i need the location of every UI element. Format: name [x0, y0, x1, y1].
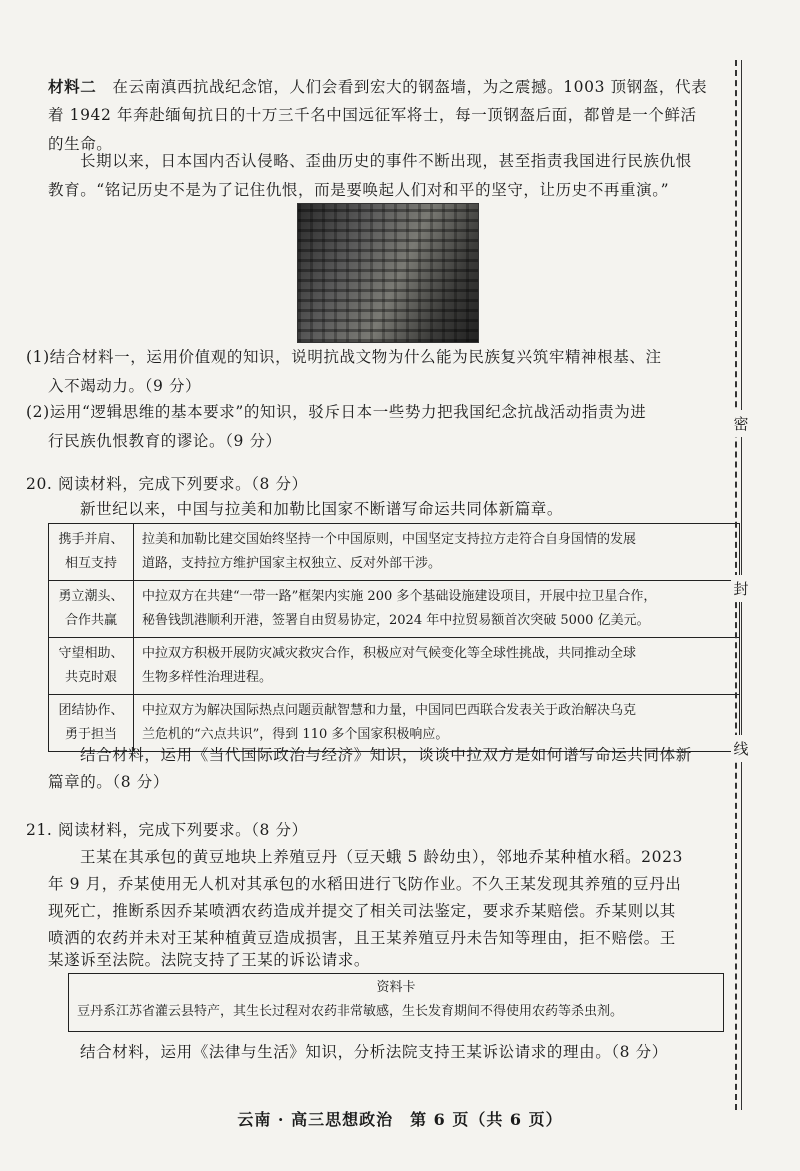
seal-char-mi: 密 — [731, 410, 751, 437]
material2-line3: 的生命。 — [48, 135, 113, 153]
page-footer: 云南 · 高三思想政治 第 6 页（共 6 页） — [237, 1110, 563, 1129]
q20-ask-line1: 结合材料，运用《当代国际政治与经济》知识，谈谈中拉双方是如何谱写命运共同体新 — [80, 746, 692, 764]
q21-line5: 某遂诉至法院。法院支持了王某的诉讼请求。 — [48, 951, 371, 969]
q21-line1: 王某在其承包的黄豆地块上养殖豆丹（豆天蛾 5 龄幼虫），邻地乔某种植水稻。2023 — [80, 848, 684, 866]
q21-title: 21. 阅读材料，完成下列要求。（8 分） — [26, 821, 308, 839]
table-row — [49, 581, 740, 638]
q21-line3: 现死亡，推断系因乔某喷洒农药造成并提交了相关司法鉴定，要求乔某赔偿。乔某则以其 — [48, 902, 676, 920]
row-text: 拉美和加勒比建交国始终坚持一个中国原则，中国坚定支持拉方走符合自身国情的发展 道路，支持拉方维护国家主权独立、反对外部干涉。 — [134, 524, 740, 581]
material2-line5: 教育。“铭记历史不是为了记住仇恨，而是要唤起人们对和平的坚守，让历史不再重演。” — [48, 181, 670, 199]
q20-intro: 新世纪以来，中国与拉美和加勒比国家不断谱写命运共同体新篇章。 — [80, 500, 564, 518]
info-card — [68, 973, 724, 1032]
seal-char-xian: 线 — [731, 735, 751, 762]
row-text: 中拉双方为解决国际热点问题贡献智慧和力量，中国同巴西联合发表关于政治解决乌克 兰危机的“六点共识”，得到 110 多个国家积极响应。 — [134, 695, 740, 752]
q21-ask: 结合材料，运用《法律与生活》知识，分析法院支持王某诉讼请求的理由。（8 分） — [80, 1043, 668, 1061]
row-key: 团结协作、 勇于担当 — [49, 695, 134, 752]
q20-title: 20. 阅读材料，完成下列要求。（8 分） — [26, 475, 308, 493]
q19-part2-line1: (2)运用“逻辑思维的基本要求”的知识，驳斥日本一些势力把我国纪念抗战活动指责为进 — [26, 403, 647, 421]
q21-line2: 年 9 月，乔某使用无人机对其承包的水稻田进行飞防作业。不久王某发现其养殖的豆丹出 — [48, 875, 682, 893]
row-key: 勇立潮头、 合作共赢 — [49, 581, 134, 638]
info-card-text: 豆丹系江苏省灌云县特产，其生长过程对农药非常敏感，生长发育期间不得使用农药等杀虫剂。 — [77, 1004, 624, 1019]
material2-line1: 材料二 在云南滇西抗战纪念馆，人们会看到宏大的钢盔墙，为之震撼。1003 顶钢盔，代表 — [48, 77, 708, 96]
row-key: 守望相助、 共克时艰 — [49, 638, 134, 695]
row-text: 中拉双方积极开展防灾减灾救灾合作，积极应对气候变化等全球性挑战，共同推动全球 生物多样性治理进程。 — [134, 638, 740, 695]
table-row — [49, 524, 740, 581]
q19-part1-line1: (1)结合材料一，运用价值观的知识，说明抗战文物为什么能为民族复兴筑牢精神根基、注 — [26, 348, 662, 366]
row-text: 中拉双方在共建“一带一路”框架内实施 200 多个基础设施建设项目，开展中拉卫星合作， 秘鲁钱凯港顺利开港，签署自由贸易协定，2024 年中拉贸易额首次突破 5000 亿美元。 — [134, 581, 740, 638]
material2-line2: 着 1942 年奔赴缅甸抗日的十万三千名中国远征军将士，每一顶钢盔后面，都曾是一个鲜活 — [48, 106, 697, 124]
material2-line4: 长期以来，日本国内否认侵略、歪曲历史的事件不断出现，甚至指责我国进行民族仇恨 — [80, 152, 692, 170]
table-row — [49, 638, 740, 695]
q19-part1-line2: 入不竭动力。（9 分） — [48, 377, 202, 395]
row-key: 携手并肩、 相互支持 — [49, 524, 134, 581]
q19-part2-line2: 行民族仇恨教育的谬论。（9 分） — [48, 432, 282, 450]
helmet-wall-photo — [297, 203, 479, 343]
q20-ask-line2: 篇章的。（8 分） — [48, 773, 169, 791]
q21-line4: 喷洒的农药并未对王某种植黄豆造成损害，且王某养殖豆丹未告知等理由，拒不赔偿。王 — [48, 929, 676, 947]
q20-table — [48, 523, 740, 752]
info-card-title: 资料卡 — [376, 980, 416, 995]
material2-label: 材料二 — [48, 77, 97, 96]
seal-char-feng: 封 — [731, 575, 751, 602]
